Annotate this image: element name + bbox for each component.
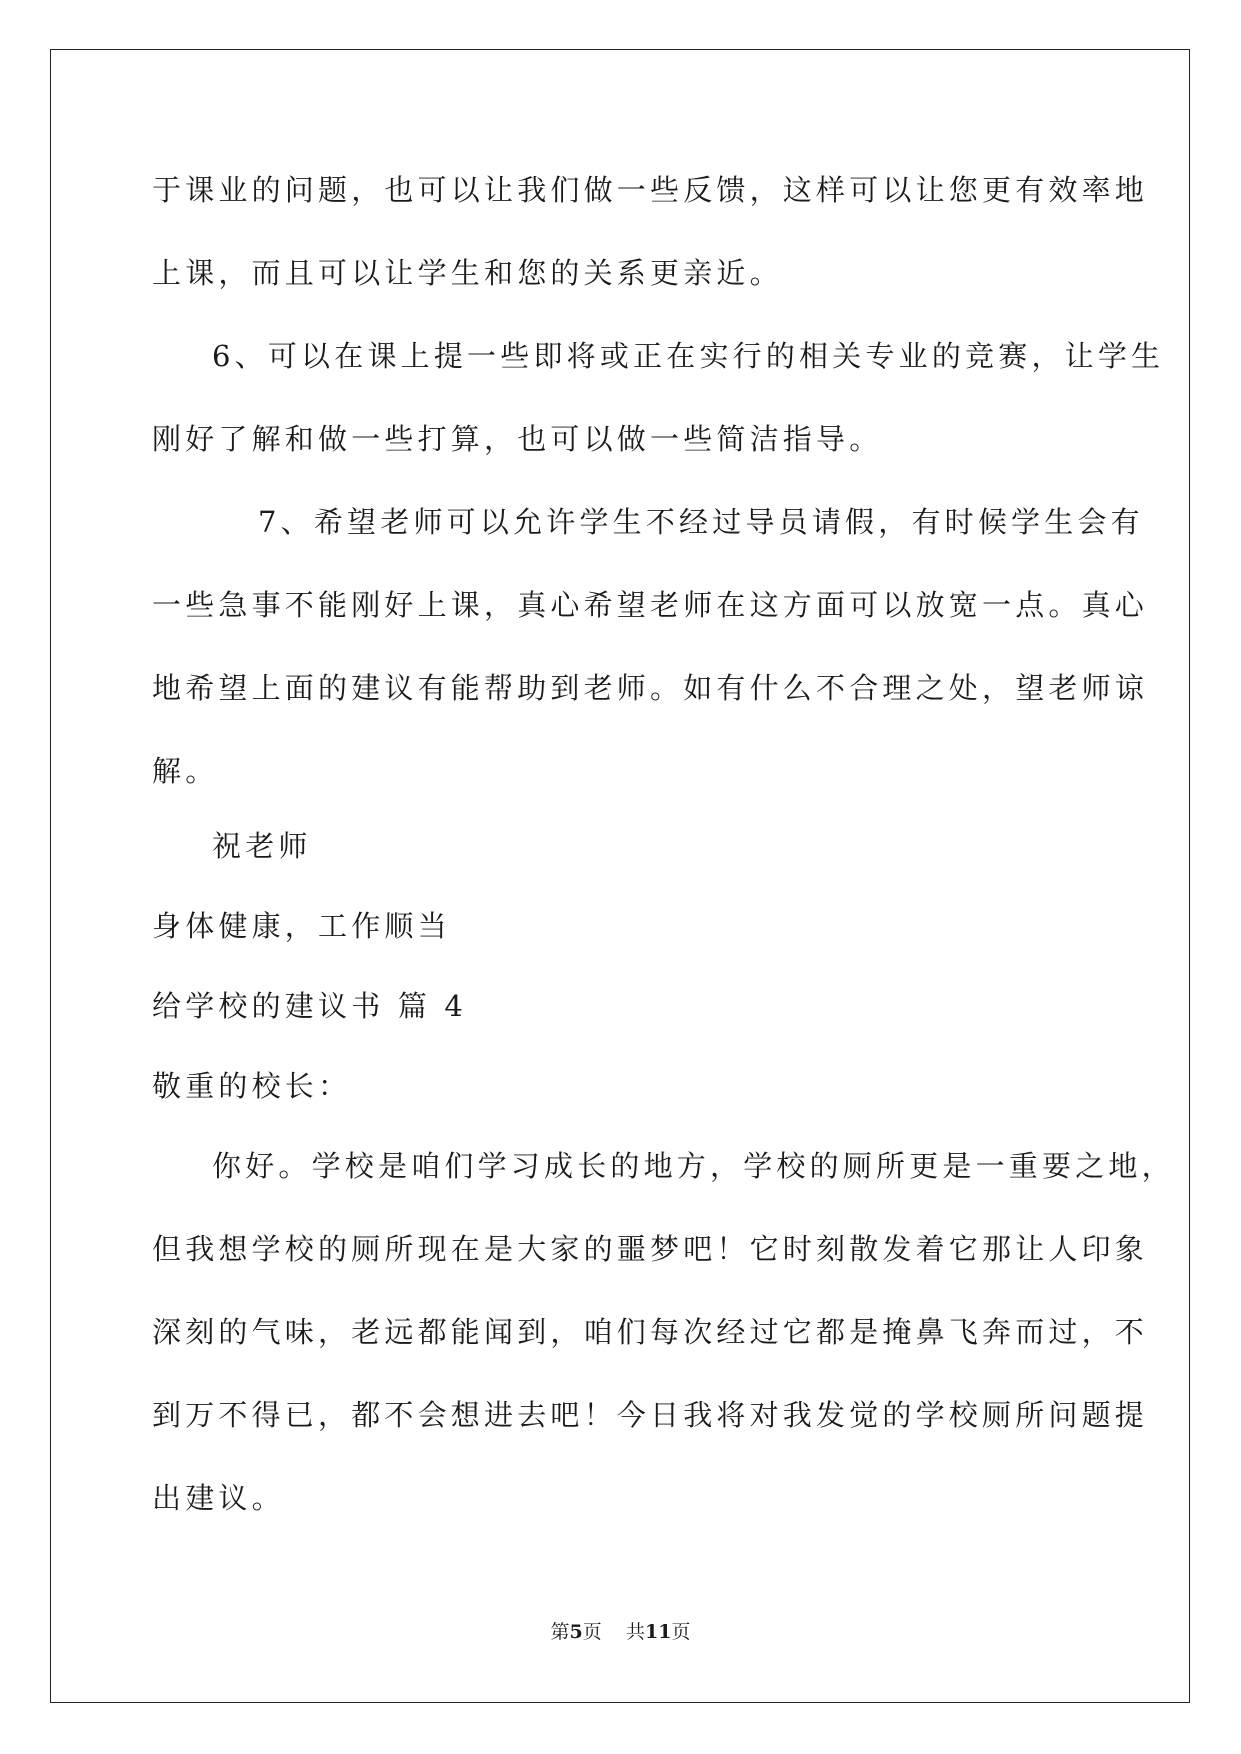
salutation: 敬重的校长： [152,1069,352,1103]
body-line-6: 一些急事不能刚好上课，真心希望老师在这方面可以放宽一点。真心 [152,588,1149,622]
closing-greeting: 祝老师 [212,829,312,863]
body-line-17: 出建议。 [152,1481,285,1515]
section-title: 给学校的建议书 篇 4 [152,989,468,1023]
page-prefix: 第 [550,1621,570,1643]
body-line-5: 7、希望老师可以允许学生不经过导员请假，有时候学生会有 [258,505,1144,539]
total-prefix: 共 [625,1621,645,1643]
body-line-1: 于课业的问题，也可以让我们做一些反馈，这样可以让您更有效率地 [152,173,1149,207]
total-suffix: 页 [671,1621,691,1643]
body-line-13: 你好。学校是咱们学习成长的地方，学校的厕所更是一重要之地， [212,1149,1175,1183]
body-line-3: 6、可以在课上提一些即将或正在实行的相关专业的竞赛，让学生 [212,339,1165,373]
page-border [50,49,1190,1703]
page-current: 5 [569,1621,583,1643]
body-line-2: 上课，而且可以让学生和您的关系更亲近。 [152,256,783,290]
closing-wish: 身体健康，工作顺当 [152,909,451,943]
page-total: 11 [644,1621,672,1643]
body-line-16: 到万不得已，都不会想进去吧！今日我将对我发觉的学校厕所问题提 [152,1398,1149,1432]
body-line-7: 地希望上面的建议有能帮助到老师。如有什么不合理之处，望老师谅 [152,671,1149,705]
page-suffix: 页 [582,1621,602,1643]
page-footer [0,1620,1241,1644]
body-line-8: 解。 [152,754,219,788]
body-line-4: 刚好了解和做一些打算，也可以做一些简洁指导。 [152,422,883,456]
body-line-14: 但我想学校的厕所现在是大家的噩梦吧！它时刻散发着它那让人印象 [152,1232,1149,1266]
body-line-15: 深刻的气味，老远都能闻到，咱们每次经过它都是掩鼻飞奔而过，不 [152,1315,1149,1349]
